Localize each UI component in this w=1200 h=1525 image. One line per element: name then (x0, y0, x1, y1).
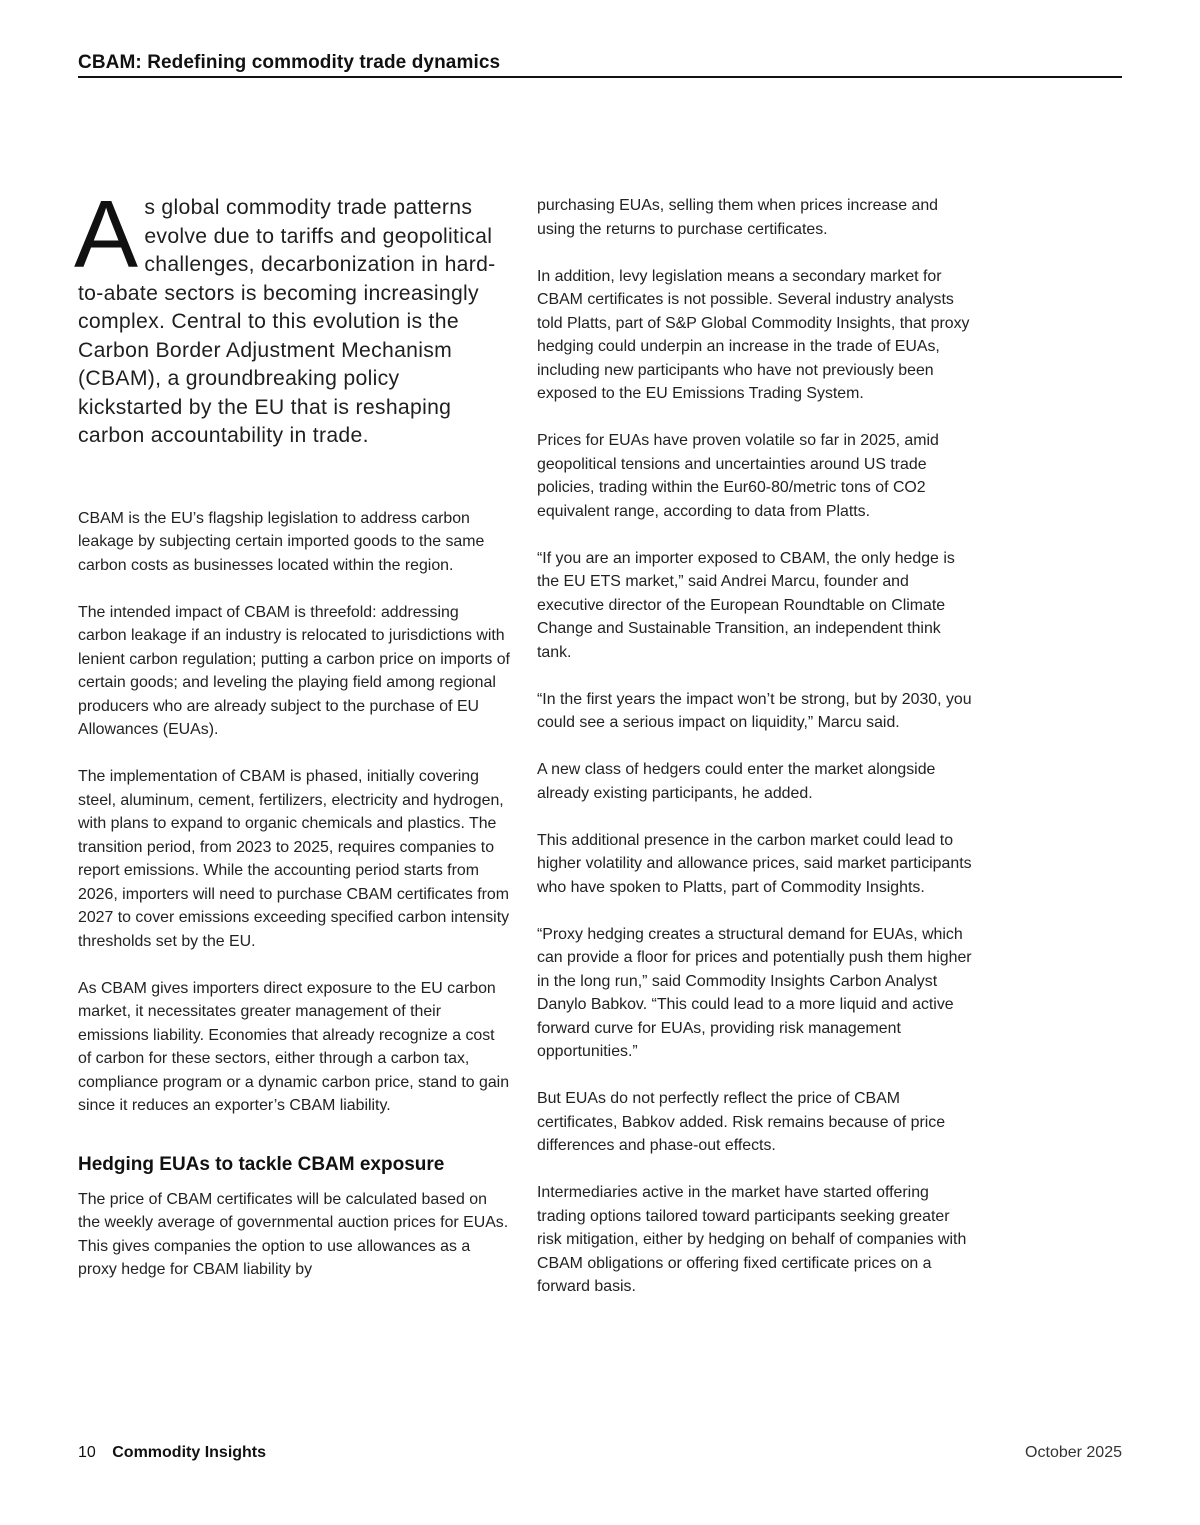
header-title: CBAM: Redefining commodity trade dynamics (78, 52, 501, 73)
left-column (74, 181, 510, 1305)
drop-cap: A (74, 181, 139, 288)
body-paragraph: The implementation of CBAM is phased, initially covering steel, aluminum, cement, fertilizers, electricity and hydrogen, with plans to expand to organic chemicals and plastics. The transition period, from 2023 to 2025, requires companies to report emissions. While the accounting period starts from 2026, importers will need to purchase CBAM certificates from 2027 to cover emissions exceeding specified carbon intensity thresholds set by the EU. (78, 768, 510, 950)
page-footer (78, 1444, 266, 1462)
body-paragraph: Prices for EUAs have proven volatile so far in 2025, amid geopolitical tensions and uncertainties around US trade policies, trading within the Eur60-80/metric tons of CO2 equivalent range, according to data from Platts. (537, 432, 939, 520)
body-paragraph: But EUAs do not perfectly reflect the price of CBAM certificates, Babkov added. Risk remains because of price differences and phase-out effects. (537, 1090, 946, 1154)
body-paragraph: purchasing EUAs, selling them when prices increase and using the returns to purchase certificates. (537, 197, 939, 238)
body-paragraph: Intermediaries active in the market have started offering trading options tailored toward participants seeking greater risk mitigation, either by hedging on behalf of companies with CBAM obligations or offering fixed certificate prices on a forward basis. (537, 1184, 967, 1295)
right-column (537, 194, 977, 1322)
body-paragraph: “In the first years the impact won’t be strong, but by 2030, you could see a serious impact on liquidity,” Marcu said. (537, 690, 972, 731)
publication-name: Commodity Insights (112, 1444, 267, 1461)
body-paragraph: As CBAM gives importers direct exposure to the EU carbon market, it necessitates greater management of their emissions liability. Economies that already recognize a cost of carbon for these sectors, either through a carbon tax, compliance program or a dynamic carbon price, stand to gain since it reduces an exporter’s CBAM liability. (78, 979, 510, 1114)
footer-date: October 2025 (1025, 1444, 1122, 1461)
body-paragraph: A new class of hedgers could enter the market alongside already existing participants, he added. (537, 761, 936, 802)
lede-text: s global commodity trade patterns evolve due to tariffs and geopolitical challenges, decarbonization in hard-to-abate sectors is becoming increasingly complex. Central to this evolution is the Carbon Border Adjustment Mechanism (CBAM), a groundbreaking policy kickstarted by the EU that is reshaping carbon accountability in trade. (78, 196, 496, 447)
body-paragraph: CBAM is the EU’s flagship legislation to address carbon leakage by subjecting certain imported goods to the same carbon costs as businesses located within the region. (78, 509, 485, 574)
body-paragraph: “If you are an importer exposed to CBAM, the only hedge is the EU ETS market,” said Andrei Marcu, founder and executive director of the European Roundtable on Climate Change and Sustainable Transition, an independent think tank. (537, 549, 955, 661)
body-paragraph: The intended impact of CBAM is threefold: addressing carbon leakage if an industry is relocated to jurisdictions with lenient carbon regulation; putting a carbon price on imports of certain goods; and leveling the playing field among regional producers who are already subject to the purchase of EU Allowances (EUAs). (78, 603, 510, 738)
page-header (78, 52, 1122, 78)
page-number: 10 (78, 1444, 96, 1461)
left-body (78, 507, 510, 1282)
section-subhead: Hedging EUAs to tackle CBAM exposure (78, 1153, 445, 1175)
body-paragraph: This additional presence in the carbon market could lead to higher volatility and allowance prices, said market participants who have spoken to Platts, part of Commodity Insights. (537, 831, 972, 896)
body-paragraph: The price of CBAM certificates will be calculated based on the weekly average of governmental auction prices for EUAs. This gives companies the option to use allowances as a proxy hedge for CBAM liability by (78, 1190, 509, 1278)
lede-paragraph (74, 181, 510, 451)
body-paragraph: “Proxy hedging creates a structural demand for EUAs, which can provide a floor for prices and potentially push them higher in the long run,” said Commodity Insights Carbon Analyst Danylo Babkov. “This could lead to a more liquid and active forward curve for EUAs, providing risk management opportunities.” (537, 925, 972, 1060)
body-paragraph: In addition, levy legislation means a secondary market for CBAM certificates is not possible. Several industry analysts told Platts, part of S&P Global Commodity Insights, that proxy hedging could underpin an increase in the trade of EUAs, including new participants who have not previously been exposed to the EU Emissions Trading System. (537, 267, 970, 402)
